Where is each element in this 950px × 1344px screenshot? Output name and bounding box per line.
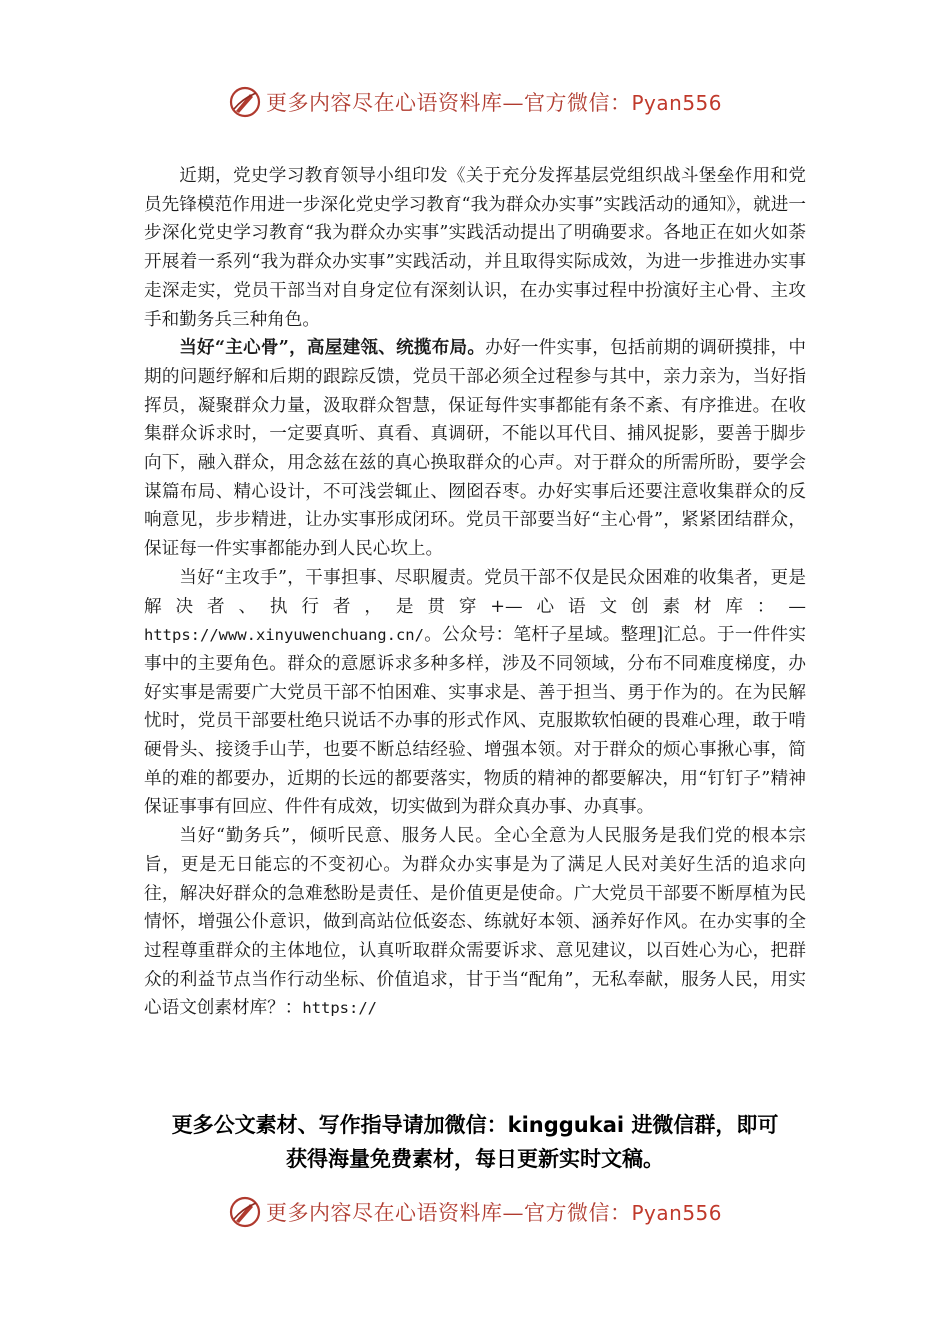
paragraph-intro: [144, 162, 806, 334]
banner-separator: —: [502, 1201, 524, 1225]
paragraph-backbone: [144, 334, 806, 564]
paragraph-text-continued: 。公众号：笔杆子星域。整理]汇总。于一件件实事中的主要角色。群众的意愿诉求多种多样，涉及不同领域，分布不同难度梯度，办好实事是需要广大党员干部不怕困难、实事求是、善于担当、勇于作为的。在为民解忧时，党员干部要杜绝只说话不办事的形式作风、克服欺软怕硬的畏难心理，敢于啃硬骨头、接烫手山芋，也要不断总结经验、增强本领。对于群众的烦心事揪心事，简单的难的都要办，近期的长远的都要落实，物质的精神的都要解决，用“钉钉子”精神保证事事有回应、件件有成效，切实做到为群众真办事、办真事。: [144, 625, 806, 818]
pen-logo-icon: [228, 1195, 262, 1229]
paragraph-orderly: [144, 822, 806, 1023]
source-url: https://www.xinyuwenchuang.cn/: [144, 626, 424, 645]
article-body: [144, 162, 806, 1023]
footer-banner: [0, 1192, 950, 1232]
banner-separator: —: [502, 91, 524, 115]
banner-wechat-label: 官方微信：: [523, 1201, 632, 1225]
source-url-tail: https://: [302, 999, 378, 1018]
paragraph-lead: 当好“主心骨”，高屋建瓴、统揽布局。: [179, 337, 486, 359]
paragraph-text: 办好一件实事，包括前期的调研摸排，中期的问题纾解和后期的跟踪反馈，党员干部必须全过程参与其中，亲力亲为，当好指挥员，凝聚群众力量，汲取群众智慧，保证每件实事都能有条不紊、有序推进。在收集群众诉求时，一定要真听、真看、真调研，不能以耳代目、捕风捉影，要善于脚步向下，融入群众，用念兹在兹的真心换取群众的心声。对于群众的所需所盼，要学会谋篇布局、精心设计，不可浅尝辄止、囫囵吞枣。办好实事后还要注意收集群众的反响意见，步步精进，让办实事形成闭环。党员干部要当好“主心骨”，紧紧团结群众，保证每一件实事都能办到人民心坎上。: [144, 338, 806, 560]
banner-site-name: 更多内容尽在心语资料库: [265, 91, 503, 115]
paragraph-text: 近期，党史学习教育领导小组印发《关于充分发挥基层党组织战斗堡垒作用和党员先锋模范作用进一步深化党史学习教育“我为群众办实事”实践活动的通知》，就进一步深化党史学习教育“我为群众办实事”实践活动提出了明确要求。各地正在如火如荼开展着一系列“我为群众办实事”实践活动，并且取得实际成效，为进一步推进办实事走深走实，党员干部当对自身定位有深刻认识，在办实事过程中扮演好主心骨、主攻手和勤务兵三种角色。: [144, 166, 806, 330]
banner-wechat-id: Pyan556: [631, 91, 722, 115]
banner-site-name: 更多内容尽在心语资料库: [265, 1201, 503, 1225]
banner-wechat-id: Pyan556: [631, 1201, 722, 1225]
paragraph-attacker: [144, 564, 806, 822]
header-banner: [0, 82, 950, 122]
promo-line-2: 获得海量免费素材，每日更新实时文稿。: [286, 1147, 664, 1171]
banner-wechat-label: 官方微信：: [523, 91, 632, 115]
promo-line-1: 更多公文素材、写作指导请加微信：kinggukai 进微信群，即可: [171, 1113, 779, 1137]
paragraph-text: 当好“主攻手”，干事担事、尽职履责。党员干部不仅是民众困难的收集者，更是解决者、执行者，是贯穿+—心语文创素材库：—: [144, 567, 806, 617]
promo-notice: [100, 1108, 850, 1176]
pen-logo-icon: [228, 85, 262, 119]
paragraph-text: 当好“勤务兵”，倾听民意、服务人民。全心全意为人民服务是我们党的根本宗旨，更是无日能忘的不变初心。为群众办实事是为了满足人民对美好生活的追求向往，解决好群众的急难愁盼是责任、是价值更是使命。广大党员干部要不断厚植为民情怀，增强公仆意识，做到高站位低姿态、练就好本领、涵养好作风。在办实事的全过程尊重群众的主体地位，认真听取群众需要诉求、意见建议，以百姓心为心，把群众的利益节点当作行动坐标、价值追求，甘于当“配角”，无私奉献，服务人民，用实心语文创素材库？：: [144, 826, 806, 1019]
